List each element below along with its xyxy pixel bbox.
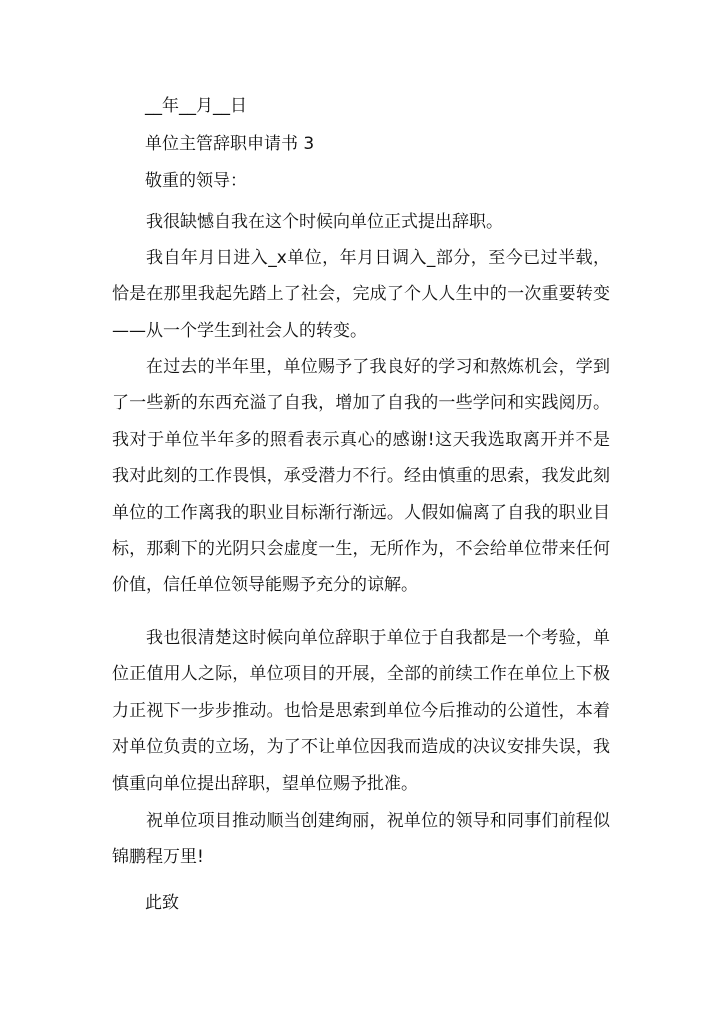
paragraph-1: 我很缺憾自我在这个时候向单位正式提出辞职。 [146,212,503,232]
salutation: 敬重的领导： [145,171,247,191]
document-title: 单位主管辞职申请书 3 [145,134,315,154]
paragraph-4: 我也很清楚这时候向单位辞职于单位于自我都是一个考验，单位正值用人之际，单位项目的开展，全部的前续工作在单位上下极力正视下一步步推动。也恰是思索到单位今后推动的公道性，本着对单位负责的立场，为了不让单位因我而造成的决议安排失误，我慎重向单位提出辞职，望单位赐予批准。 [112,628,610,794]
paragraph-5: 祝单位项目推动顺当创建绚丽，祝单位的领导和同事们前程似锦鹏程万里! [112,811,610,868]
paragraph-3: 在过去的半年里，单位赐予了我良好的学习和熬炼机会，学到了一些新的东西充溢了自我，增加了自我的一些学问和实践阅历。我对于单位半年多的照看表示真心的感谢!这天我选取离开并不是我对此刻的工作畏惧，承受潜力不行。经由慎重的思索，我发此刻单位的工作离我的职业目标渐行渐远。人假如偏离了自我的职业目标，那剩下的光阴只会虚度一生，无所作为，不会给单位带来任何价值，信任单位领导能赐予充分的谅解。 [112,357,610,596]
closing: 此致 [145,893,179,913]
date-line: __年__月__日 [145,96,247,116]
paragraph-2: 我自年月日进入_x单位，年月日调入_部分，至今已过半载，恰是在那里我起先踏上了社会，完成了个人人生中的一次重要转变——从一个学生到社会人的转变。 [112,248,610,341]
